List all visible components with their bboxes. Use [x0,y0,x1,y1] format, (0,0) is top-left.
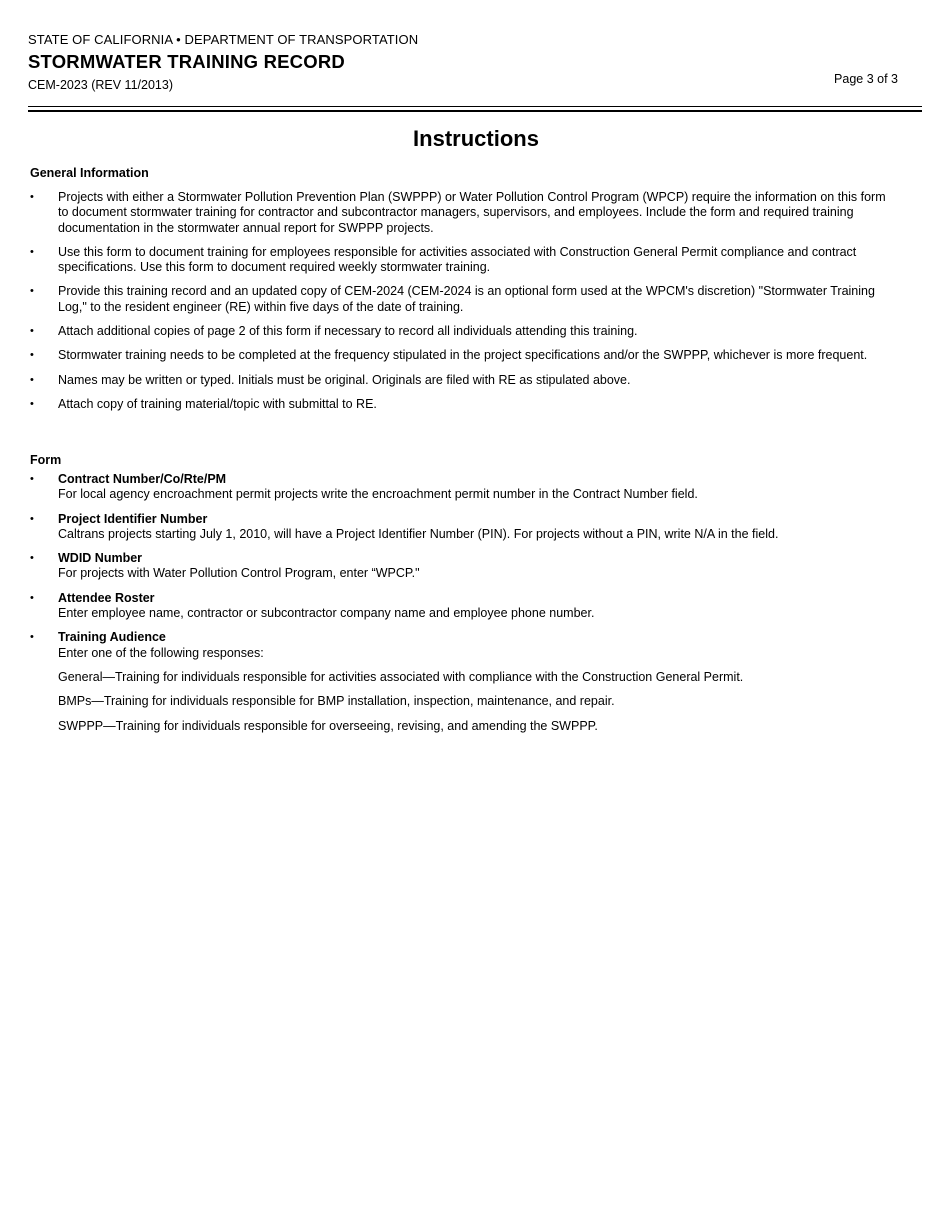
field-description: Enter one of the following responses: [58,645,264,660]
audience-option-swppp: SWPPP—Training for individuals responsible for overseeing, revising, and amending the SWPPP. [58,718,598,733]
list-item [0,591,950,622]
list-item [0,397,950,412]
bullet-icon: • [30,591,34,604]
form-title: STORMWATER TRAINING RECORD [28,51,345,72]
list-item-text: Names may be written or typed. Initials must be original. Originals are filed with RE as stipulated above. [58,372,631,387]
bullet-icon: • [30,631,34,644]
list-item-text: Attach copy of training material/topic with submittal to RE. [58,396,377,411]
bullet-icon: • [30,512,34,525]
bullet-icon: • [30,373,34,386]
bullet-icon: • [30,191,34,203]
bullet-icon: • [30,349,34,362]
bullet-icon: • [30,552,34,565]
field-title-contract-number: Contract Number/Co/Rte/PM [58,472,227,486]
list-item [0,373,950,388]
training-audience-options [58,670,890,734]
bullet-icon: • [30,473,34,485]
list-item [0,348,950,363]
header-divider-thin [28,106,922,107]
general-information-label: General Information [30,166,149,180]
field-description: For local agency encroachment permit projects write the encroachment permit number in the Contract Number field. [58,487,698,502]
field-description: Caltrans projects starting July 1, 2010, will have a Project Identifier Number (PIN). For projects without a PIN, write N/A in the field. [58,526,779,541]
form-section-label: Form [30,453,62,467]
list-item [0,190,950,236]
field-title-training-audience: Training Audience [58,630,166,645]
bullet-icon: • [30,397,34,410]
field-description: Enter employee name, contractor or subcontractor company name and employee phone number. [58,606,595,621]
bullet-icon: • [30,325,34,338]
list-item [0,324,950,339]
field-description: For projects with Water Pollution Control Program, enter “WPCP." [58,566,420,581]
list-item-text: Stormwater training needs to be completed at the frequency stipulated in the project specifications and/or the SWPPP, whichever is more frequent. [58,348,868,363]
list-item-text: Provide this training record and an updated copy of CEM-2024 (CEM-2024 is an optional form used at the WPCM's discretion) "Stormwater Training Log," to the resident engineer (RE) within five days of the date of training. [58,284,875,314]
bullet-icon: • [30,245,34,258]
list-item-text: Use this form to document training for employees responsible for activities associated with Construction General Permit compliance and contract specifications. Use this form to document required weekly stormwater training. [58,244,857,275]
list-item [0,245,950,276]
agency-line: STATE OF CALIFORNIA • DEPARTMENT OF TRANSPORTATION [28,32,419,47]
list-item [0,512,950,543]
bullet-icon: • [30,285,34,298]
list-item [0,472,950,503]
general-information-list [0,190,950,421]
list-item-text: Attach additional copies of page 2 of this form if necessary to record all individuals attending this training. [58,324,638,339]
audience-option-general: General—Training for individuals responsible for activities associated with compliance with the Construction General Permit. [58,669,744,684]
instructions-heading: Instructions [413,126,539,151]
field-title-project-identifier: Project Identifier Number [58,511,208,526]
form-instructions-list [0,472,950,743]
list-item [0,630,950,733]
audience-option-bmps: BMPs—Training for individuals responsible for BMP installation, inspection, maintenance, and repair. [58,694,615,709]
list-item [0,284,950,315]
field-title-attendee-roster: Attendee Roster [58,590,155,605]
form-number: CEM-2023 (REV 11/2013) [28,78,173,92]
field-title-wdid-number: WDID Number [58,551,143,566]
page-number: Page 3 of 3 [834,72,898,86]
header-divider-thick [28,110,922,112]
list-item [0,551,950,582]
list-item-text: Projects with either a Stormwater Pollution Prevention Plan (SWPPP) or Water Pollution Control Program (WPCP) require the information on this form to document stormwater training for contractor and subcontractor managers, supervisors, and employees. Include the form and required training documentation in the stormwater annual report for SWPPP projects. [58,190,886,235]
